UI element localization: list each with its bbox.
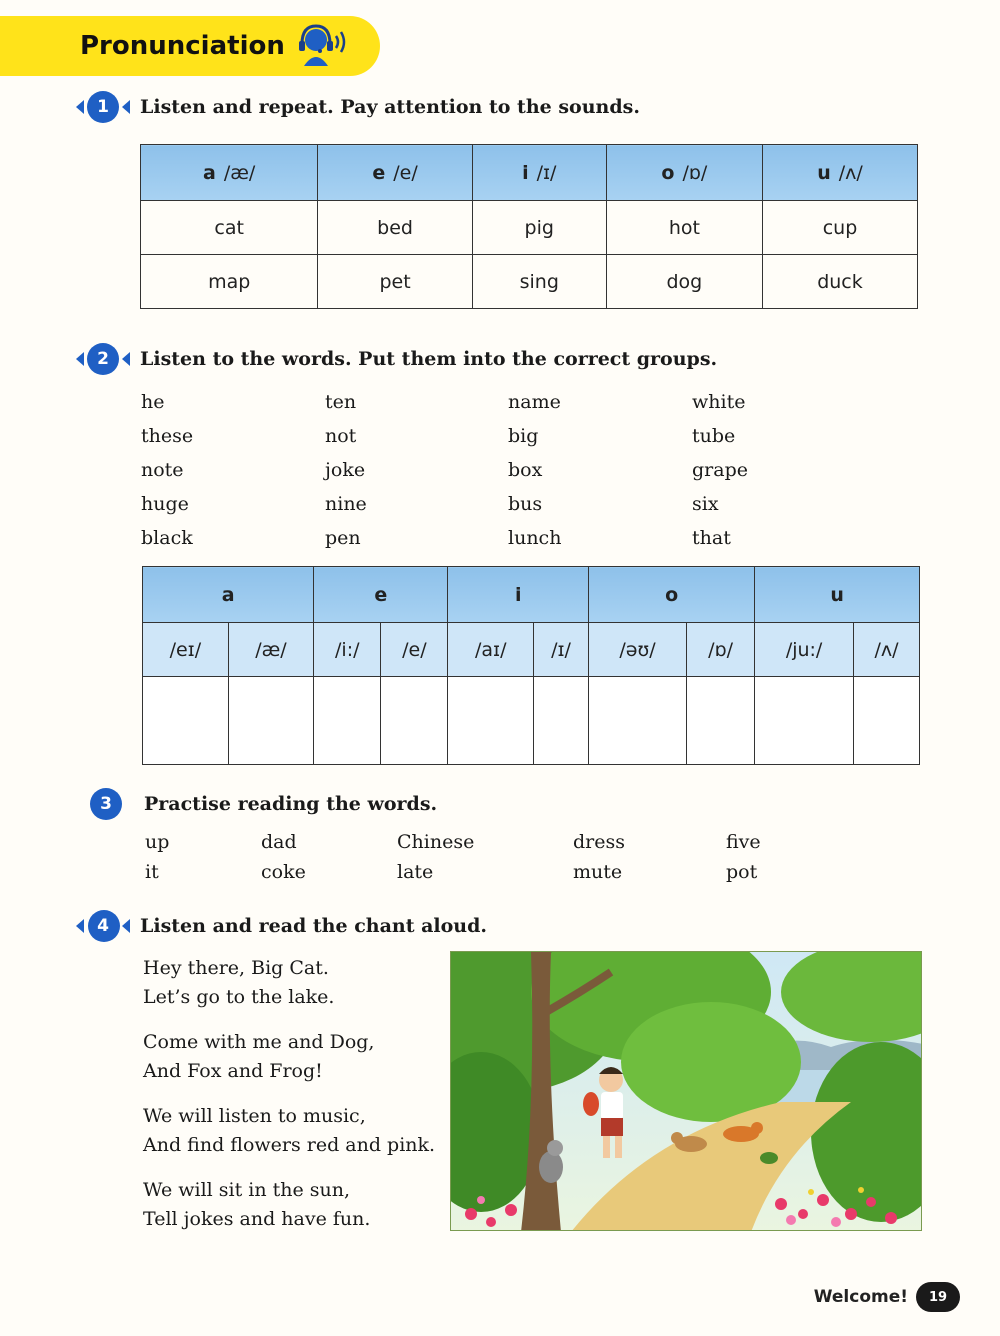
- table-cell: cup: [762, 201, 917, 255]
- word: five: [726, 831, 761, 853]
- word: it: [145, 861, 159, 883]
- word: pen: [325, 527, 361, 549]
- word: up: [145, 831, 170, 853]
- sound-header: /əʊ/: [589, 623, 687, 677]
- section-number-badge: 3: [78, 787, 128, 821]
- answer-cell[interactable]: [448, 677, 534, 765]
- chant-line: Let’s go to the lake.: [143, 986, 335, 1008]
- page-number: 19: [916, 1282, 960, 1312]
- sound-header: /æ/: [228, 623, 313, 677]
- chant-text: [143, 954, 435, 1250]
- column-header: o /ɒ/: [606, 145, 762, 201]
- word: mute: [573, 861, 623, 883]
- word: lunch: [508, 527, 562, 549]
- word: six: [692, 493, 719, 515]
- chant-stanza: [143, 1176, 435, 1234]
- word: he: [141, 391, 165, 413]
- word: white: [692, 391, 746, 413]
- table-cell: dog: [606, 255, 762, 309]
- word: grape: [692, 459, 748, 481]
- table-cell: duck: [762, 255, 917, 309]
- word: name: [508, 391, 561, 413]
- answer-cell[interactable]: [534, 677, 589, 765]
- table-cell: sing: [472, 255, 606, 309]
- table-row: [141, 201, 918, 255]
- table-cell: bed: [318, 201, 472, 255]
- sound-header: /eɪ/: [143, 623, 229, 677]
- word: not: [325, 425, 357, 447]
- word: late: [397, 861, 434, 883]
- answer-cell[interactable]: [589, 677, 687, 765]
- table-cell: pig: [472, 201, 606, 255]
- chant-stanza: [143, 1102, 435, 1160]
- word: tube: [692, 425, 736, 447]
- word: huge: [141, 493, 189, 515]
- word-column: [573, 827, 625, 887]
- forest-illustration: [450, 951, 922, 1231]
- sound-header: /aɪ/: [448, 623, 534, 677]
- section-2-heading: [76, 342, 717, 376]
- sound-header: /ju:/: [755, 623, 854, 677]
- section-3-heading: [78, 787, 437, 821]
- chant-line: Tell jokes and have fun.: [143, 1208, 371, 1230]
- answer-cell[interactable]: [228, 677, 313, 765]
- answer-cell[interactable]: [381, 677, 448, 765]
- section-instruction: Listen to the words. Put them into the correct groups.: [140, 348, 718, 370]
- sounds-table: [140, 144, 918, 309]
- word: note: [141, 459, 184, 481]
- section-banner: [0, 16, 380, 76]
- word: coke: [261, 861, 306, 883]
- chant-line: Hey there, Big Cat.: [143, 957, 329, 979]
- word: dad: [261, 831, 297, 853]
- word: pot: [726, 861, 758, 883]
- answer-cell[interactable]: [755, 677, 854, 765]
- answer-cell[interactable]: [314, 677, 381, 765]
- chant-stanza: [143, 1028, 435, 1086]
- sound-header: /i:/: [314, 623, 381, 677]
- word-column: [261, 827, 306, 887]
- word: bus: [508, 493, 543, 515]
- word-column: [325, 385, 367, 555]
- word: that: [692, 527, 731, 549]
- word: black: [141, 527, 193, 549]
- word-column: [508, 385, 561, 555]
- chant-line: We will listen to music,: [143, 1105, 366, 1127]
- word-column: [397, 827, 474, 887]
- headset-icon: [296, 24, 350, 68]
- sound-header: /ɒ/: [687, 623, 755, 677]
- section-instruction: Listen and repeat. Pay attention to the sounds.: [140, 96, 640, 118]
- word-column: [726, 827, 761, 887]
- word: joke: [325, 459, 366, 481]
- word-column: [141, 385, 193, 555]
- section-4-heading: [76, 909, 487, 943]
- chant-line: And Fox and Frog!: [143, 1060, 323, 1082]
- table-cell: hot: [606, 201, 762, 255]
- column-header: e /e/: [318, 145, 472, 201]
- word: Chinese: [397, 831, 475, 853]
- answer-cell[interactable]: [143, 677, 229, 765]
- word: these: [141, 425, 194, 447]
- section-number-badge: 2: [76, 342, 130, 376]
- page-title: Pronunciation: [80, 31, 285, 61]
- forest-scene-image: [451, 952, 922, 1231]
- column-header: i /ɪ/: [472, 145, 606, 201]
- grouping-table: [142, 566, 920, 765]
- section-number-badge: 4: [76, 909, 130, 943]
- table-cell: map: [141, 255, 318, 309]
- word: ten: [325, 391, 357, 413]
- section-number-badge: 1: [76, 90, 130, 124]
- answer-cell[interactable]: [687, 677, 755, 765]
- section-1-heading: [76, 90, 640, 124]
- word-column: [692, 385, 748, 555]
- letter-header: e: [314, 567, 448, 623]
- chant-line: Come with me and Dog,: [143, 1031, 375, 1053]
- column-header: u /ʌ/: [762, 145, 917, 201]
- letter-header: o: [589, 567, 755, 623]
- word-column: [145, 827, 169, 887]
- table-cell: pet: [318, 255, 472, 309]
- section-instruction: Listen and read the chant aloud.: [140, 915, 488, 937]
- page-footer: [814, 1282, 960, 1312]
- sound-header: /ʌ/: [853, 623, 919, 677]
- letter-header: i: [448, 567, 589, 623]
- chant-stanza: [143, 954, 435, 1012]
- unit-label: Welcome!: [813, 1287, 908, 1307]
- section-instruction: Practise reading the words.: [144, 793, 438, 815]
- chant-line: We will sit in the sun,: [143, 1179, 351, 1201]
- word: big: [508, 425, 539, 447]
- table-cell: cat: [141, 201, 318, 255]
- chant-line: And find flowers red and pink.: [143, 1134, 436, 1156]
- answer-cell[interactable]: [853, 677, 919, 765]
- sound-header: /ɪ/: [534, 623, 589, 677]
- letter-header: u: [755, 567, 920, 623]
- letter-header: a: [143, 567, 314, 623]
- table-row: [141, 255, 918, 309]
- word: nine: [325, 493, 367, 515]
- word: box: [508, 459, 543, 481]
- sound-header: /e/: [381, 623, 448, 677]
- column-header: a /æ/: [141, 145, 318, 201]
- word: dress: [573, 831, 625, 853]
